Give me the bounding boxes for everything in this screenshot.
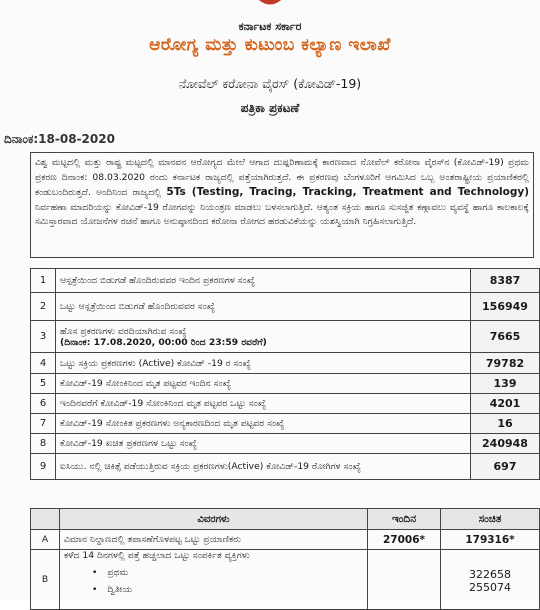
release-date: ದಿನಾಂಕ:18-08-2020 [4, 132, 115, 146]
list-item-primary: • ಪ್ರಥಮ [64, 567, 363, 578]
row-number: 3 [31, 321, 56, 353]
row-number: 1 [31, 269, 56, 293]
government-title: ಕರ್ನಾಟಕ ಸರ್ಕಾರ [238, 20, 302, 33]
row-label: ಐಸಿಯು. ನಲ್ಲಿ ಚಿಕಿತ್ಸೆ ಪಡೆಯುತ್ತಿರುವ ಸಕ್ರಿಯ ಪ್ರಕರಣಗಳು(Active) ಕೋವಿಡ್-19 ರೋಗಿಗಳ ಸಂಖ್ಯೆ [56, 454, 471, 480]
secondary-total: 255074 [469, 581, 511, 594]
karnataka-emblem-icon [247, 0, 293, 20]
row-label: ಕೋವಿಡ್-19 ಸೋಂಕಿನಿಂದ ಮೃತ ಪಟ್ಟವರ ಇಂದಿನ ಸಂಖ್ಯೆ [56, 374, 471, 394]
primary-total: 322658 [469, 568, 511, 581]
table-row [31, 321, 540, 353]
row-label: ಕೋವಿಡ್-19 ಸೋಂಕಿತ ಪ್ರಕರಣಗಳು ಅನ್ಯಕಾರಣದಿಂದ ಮೃತ ಪಟ್ಟವರ ಸಂಖ್ಯೆ [56, 414, 471, 434]
row-label [56, 321, 471, 353]
row-label-line1: ಹೊಸ ಪ್ರಕರಣಗಳು ವರದಿಯಾಗಿರುವ ಸಂಖ್ಯೆ [60, 325, 187, 337]
row-number: 7 [31, 414, 56, 434]
table-row [31, 550, 540, 610]
row-value: 4201 [471, 394, 540, 414]
table-row [31, 414, 540, 434]
row-number: 9 [31, 454, 56, 480]
row-number: 8 [31, 434, 56, 454]
row-total [441, 550, 540, 610]
surveillance-table [30, 508, 540, 610]
row-id: A [31, 530, 60, 550]
row-value: 139 [471, 374, 540, 394]
row-label: ಇಂದಿನವರೆಗೆ ಕೋವಿಡ್-19 ಸೋಂಕಿನಿಂದ ಮೃತ ಪಟ್ಟವರ ಒಟ್ಟು ಸಂಖ್ಯೆ [56, 394, 471, 414]
table-row [31, 394, 540, 414]
intro-text-1: ವಿಶ್ವ ಮಟ್ಟದಲ್ಲಿ ಮತ್ತು ರಾಷ್ಟ್ರ ಮಟ್ಟದಲ್ಲಿ ಮಾನವನ ಆರೋಗ್ಯದ ಮೇಲೆ ಆಗಾದ ದುಷ್ಪರಿಣಾಮಕ್ಕೆ ಕಾರಣವಾದ ನೋವೆಲ್ ಕರೋನಾ ವೈರಸ್‌ನ (ಕೋವಿಡ್-19) ಪ್ರಥಮ ಪ್ರಕರಣ ದಿನಾಂಕ: 08.03.2020 ರಂದು ಕರ್ನಾಟಕ ರಾಜ್ಯದಲ್ಲಿ ಪತ್ತೆಯಾಗಿರುತ್ತದೆ. ಈ ಪ್ರಕರಣವು ಬೆಂಗಳೂರಿಗೆ ಆಗಮಿಸಿದ ಒಬ್ಬ ಅಂತರಾಷ್ಟ್ರೀಯ ಪ್ರಯಾಣಿಕರಲ್ಲಿ ಕಂಡುಬಂದಿರುತ್ತದೆ. ಅಂದಿನಿಂದ ರಾಜ್ಯದಲ್ಲಿ [35, 157, 529, 198]
document-type: ಪತ್ರಿಕಾ ಪ್ರಕಟಣೆ [240, 101, 300, 115]
header-total: ಸಂಚಿತ [441, 509, 540, 530]
table-row [31, 269, 540, 293]
row-label: ವಿಮಾನ ನಿಲ್ದಾಣದಲ್ಲಿ ತಪಾಸಣೆಗೊಳಪಟ್ಟ ಒಟ್ಟು ಪ್ರಯಾಣಿಕರು [60, 530, 368, 550]
table-row [31, 530, 540, 550]
row-value: 240948 [471, 434, 540, 454]
row-number: 5 [31, 374, 56, 394]
row-label: ಒಟ್ಟು ಸಕ್ರಿಯ ಪ್ರಕರಣಗಳು (Active) ಕೋವಿಡ್ -19 ರ ಸಂಖ್ಯೆ [56, 353, 471, 374]
header-details: ವಿವರಗಳು [60, 509, 368, 530]
intro-paragraph [30, 152, 534, 258]
table-row [31, 374, 540, 394]
table-row [31, 293, 540, 321]
table-row [31, 353, 540, 374]
row-total: 179316* [441, 530, 540, 550]
table-row [31, 454, 540, 480]
header-cell-blank [31, 509, 60, 530]
row-today: 27006* [368, 530, 441, 550]
row-id: B [31, 550, 60, 610]
row-label-line2: (ದಿನಾಂಕ: 17.08.2020, 00:00 ರಿಂದ 23:59 ರವರೆಗೆ) [60, 336, 267, 348]
row-number: 4 [31, 353, 56, 374]
row-label-heading: ಕಳೆದ 14 ದಿನಗಳಲ್ಲಿ ಪತ್ತೆ ಹಚ್ಚಲಾದ ಒಟ್ಟು ಸಂಪರ್ಕಿತ ವ್ಯಕ್ತಿಗಳು [64, 550, 250, 561]
row-label: ಆಸ್ಪತ್ರೆಯಿಂದ ಬಿಡುಗಡೆ ಹೊಂದಿರುವವರ ಇಂದಿನ ಪ್ರಕರಣಗಳ ಸಂಖ್ಯೆ [56, 269, 471, 293]
row-value: 697 [471, 454, 540, 480]
row-value: 79782 [471, 353, 540, 374]
row-label: ಕೋವಿಡ್-19 ಖಚಿತ ಪ್ರಕರಣಗಳ ಒಟ್ಟು ಸಂಖ್ಯೆ [56, 434, 471, 454]
department-title: ಆರೋಗ್ಯ ಮತ್ತು ಕುಟುಂಬ ಕಲ್ಯಾಣ ಇಲಾಖೆ [149, 35, 391, 55]
row-value: 7665 [471, 321, 540, 353]
list-item-secondary: • ದ್ವಿತೀಯ [64, 584, 363, 595]
row-value: 156949 [471, 293, 540, 321]
table-row [31, 434, 540, 454]
row-today [368, 550, 441, 610]
row-number: 2 [31, 293, 56, 321]
row-label: ಒಟ್ಟು ಆಸ್ಪತ್ರೆಯಿಂದ ಬಿಡುಗಡೆ ಹೊಂದಿರುವವರ ಸಂಖ್ಯೆ [56, 293, 471, 321]
table-header-row [31, 509, 540, 530]
subject-title: ನೋವೆಲ್ ಕರೋನಾ ವೈರಸ್ (ಕೋವಿಡ್-19) [178, 76, 362, 91]
intro-highlight: 5Ts (Testing, Tracing, Tracking, Treatment and Technology) [166, 186, 529, 198]
stats-table [30, 268, 540, 480]
header-today: ಇಂದಿನ [368, 509, 441, 530]
intro-text-2: ನಿರ್ವಹಣಾ ಮಾದರಿಯನ್ನು ಕೋವಿಡ್-19 ರೋಗವನ್ನು ನಿಯಂತ್ರಣ ಮಾಡಲು ಬಳಸಲಾಗುತ್ತಿದೆ. ಆತ್ಯಂತ ಸಕ್ರಿಯ ಹಾಗೂ ಸುಸಜ್ಜಿತ ಕಣ್ಗಾವಲು ವ್ಯವಸ್ಥೆ ಹಾಗೂ ಕಾಲಕಾಲಕ್ಕೆ ಸಮಿಸ್ತಾರವಾದ ಯೋಜನೆಗಳ ರಚನೆ ಹಾಗೂ ಅನುಷ್ಠಾನದಿಂದ ಕರೋನಾ ರೋಗದ ಹರಡುವಿಕೆಯನ್ನು ಯಶಸ್ವಿಯಾಗಿ ನಿಗ್ರಹಿಸಲಾಗುತ್ತಿದೆ. [35, 201, 529, 227]
row-value: 8387 [471, 269, 540, 293]
row-number: 6 [31, 394, 56, 414]
row-label [60, 550, 368, 610]
row-value: 16 [471, 414, 540, 434]
